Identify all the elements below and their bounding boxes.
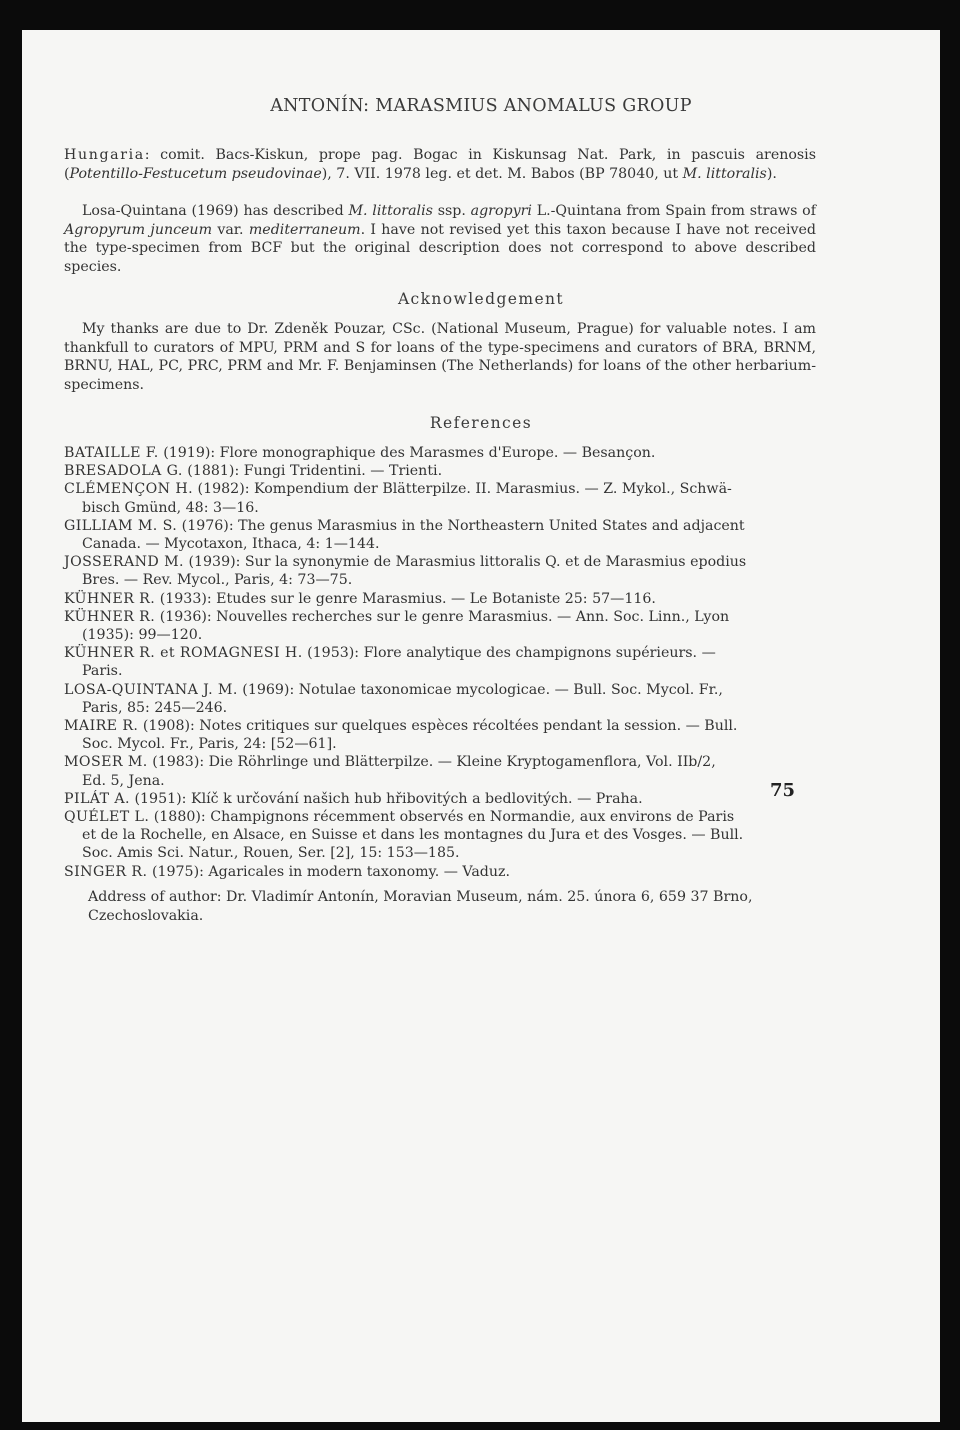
ref-author: MOSER M. <box>64 754 148 771</box>
acknowledgement-text: My thanks are due to Dr. Zdeněk Pouzar, CSc. (National Museum, Prague) for valuable notes. I am thankfull to curators of MPU, PRM and S for loans of the type-specimens and curators of BRA, BRNM, BRNU, HAL, PC, PRC, PRM and Mr. F. Benjaminsen (The Netherlands) for loans of the other herbarium-specimens. <box>64 321 816 393</box>
reference-item <box>64 444 816 462</box>
ref-author: KÜHNER R. <box>64 608 156 625</box>
ref-line: Ed. 5, Jena. <box>82 772 165 789</box>
ref-line: Soc. Mycol. Fr., Paris, 24: [52—61]. <box>82 736 337 753</box>
reference-item <box>64 590 816 608</box>
record-text: ), 7. VII. 1978 leg. et det. M. Babos (BP 78040, ut <box>321 165 683 182</box>
reference-list <box>64 444 816 881</box>
para-italic: M. littoralis <box>348 203 433 219</box>
ref-author: GILLIAM M. S. <box>64 517 178 534</box>
ref-line: (1908): Notes critiques sur quelques espèces récoltées pendant la session. — Bull. <box>142 718 738 735</box>
ref-line: (1919): Flore monographique des Marasmes d'Europe. — Besançon. <box>163 445 656 461</box>
ref-line: Canada. — Mycotaxon, Ithaca, 4: 1—144. <box>82 536 380 553</box>
document-page <box>22 30 940 1422</box>
reference-item <box>64 753 816 789</box>
ref-line: (1951): Klíč k určování našich hub hřibovitých a bedlovitých. — Praha. <box>134 790 643 807</box>
reference-item <box>64 462 816 480</box>
para-italic: agropyri <box>470 203 532 219</box>
para-text: ssp. <box>432 203 471 219</box>
reference-item <box>64 863 816 881</box>
ref-author: QUÉLET L. <box>64 809 150 826</box>
page-number: 75 <box>770 780 796 801</box>
ref-author: MAIRE R. <box>64 718 139 735</box>
ref-author: BATAILLE F. <box>64 445 159 461</box>
specimen-record <box>64 146 816 183</box>
para-italic: Agropyrum junceum <box>64 221 213 238</box>
address-line: Address of author: Dr. Vladimír Antonín, Moravian Museum, nám. 25. února 6, 659 37 Brno, <box>88 889 753 905</box>
references-heading: References <box>429 414 533 432</box>
author-address <box>88 888 816 925</box>
country-label: Hungaria <box>64 147 145 163</box>
ref-line: Paris, 85: 245—246. <box>82 699 228 716</box>
reference-item <box>64 553 816 589</box>
record-italic: M. littoralis <box>682 165 767 182</box>
record-text: : comit. Bacs-Kiskun, prope pag. Bogac in Kiskunsag Nat. Park, in pascuis arenosis ( <box>64 147 816 182</box>
losa-quintana-paragraph <box>64 202 816 276</box>
record-text: ). <box>766 165 777 182</box>
reference-item <box>64 608 816 644</box>
reference-item <box>64 681 816 717</box>
acknowledgement-heading: Acknowledgement <box>397 290 565 308</box>
reference-item <box>64 480 816 516</box>
para-text: . I have not revised yet this taxon because I have not received the type-specimen from BCF but the original description does not correspond to above described species. <box>64 221 816 275</box>
ref-line: (1975): Agaricales in modern taxonomy. — Vaduz. <box>151 863 511 880</box>
ref-line: (1933): Etudes sur le genre Marasmius. — Le Botaniste 25: 57—116. <box>159 590 656 607</box>
ref-line: (1880): Champignons récemment observés en Normandie, aux environs de Paris <box>153 809 735 826</box>
ref-author: BRESADOLA G. <box>64 463 183 480</box>
reference-item <box>64 717 816 753</box>
ref-line: (1953): Flore analytique des champignons supérieurs. — <box>307 645 716 662</box>
ref-line: (1935): 99—120. <box>82 627 203 644</box>
ref-author: KÜHNER R. et ROMAGNESI H. <box>64 645 303 662</box>
reference-item <box>64 644 816 680</box>
ref-line: (1983): Die Röhrlinge und Blätterpilze. — Kleine Kryptogamenflora, Vol. IIb/2, <box>152 754 716 771</box>
reference-item <box>64 517 816 553</box>
ref-author: CLÉMENÇON H. <box>64 481 194 498</box>
ref-line: (1982): Kompendium der Blätterpilze. II. Marasmius. — Z. Mykol., Schwä- <box>197 481 732 498</box>
running-header: ANTONÍN: MARASMIUS ANOMALUS GROUP <box>270 96 692 116</box>
reference-item <box>64 808 816 863</box>
ref-line: et de la Rochelle, en Alsace, en Suisse et dans les montagnes du Jura et des Vosges. — Bull. <box>82 827 744 844</box>
para-italic: mediterraneum <box>248 221 361 238</box>
ref-line: Bres. — Rev. Mycol., Paris, 4: 73—75. <box>82 572 353 589</box>
ref-line: (1939): Sur la synonymie de Marasmius littoralis Q. et de Marasmius epodius <box>188 554 747 571</box>
para-text: var. <box>212 221 249 238</box>
ref-line: (1976): The genus Marasmius in the Northeastern United States and adjacent <box>181 517 745 534</box>
ref-line: Paris. <box>82 663 123 680</box>
reference-item <box>64 790 816 808</box>
ref-author: KÜHNER R. <box>64 590 156 607</box>
address-line: Czechoslovakia. <box>88 907 204 924</box>
ref-author: SINGER R. <box>64 863 148 880</box>
ref-author: LOSA-QUINTANA J. M. <box>64 681 238 698</box>
ref-line: (1969): Notulae taxonomicae mycologicae. — Bull. Soc. Mycol. Fr., <box>242 681 723 698</box>
record-italic: Potentillo-Festucetum pseudovinae <box>69 165 322 182</box>
ref-line: (1881): Fungi Tridentini. — Trienti. <box>187 463 443 480</box>
para-text: L.-Quintana from Spain from straws of <box>531 203 816 219</box>
para-text: Losa-Quintana (1969) has described <box>82 203 349 219</box>
ref-author: JOSSERAND M. <box>64 554 184 571</box>
ref-line: (1936): Nouvelles recherches sur le genre Marasmius. — Ann. Soc. Linn., Lyon <box>159 608 730 625</box>
ref-line: Soc. Amis Sci. Natur., Rouen, Ser. [2], 15: 153—185. <box>82 845 460 862</box>
ref-line: bisch Gmünd, 48: 3—16. <box>82 499 259 516</box>
ref-author: PILÁT A. <box>64 790 130 807</box>
